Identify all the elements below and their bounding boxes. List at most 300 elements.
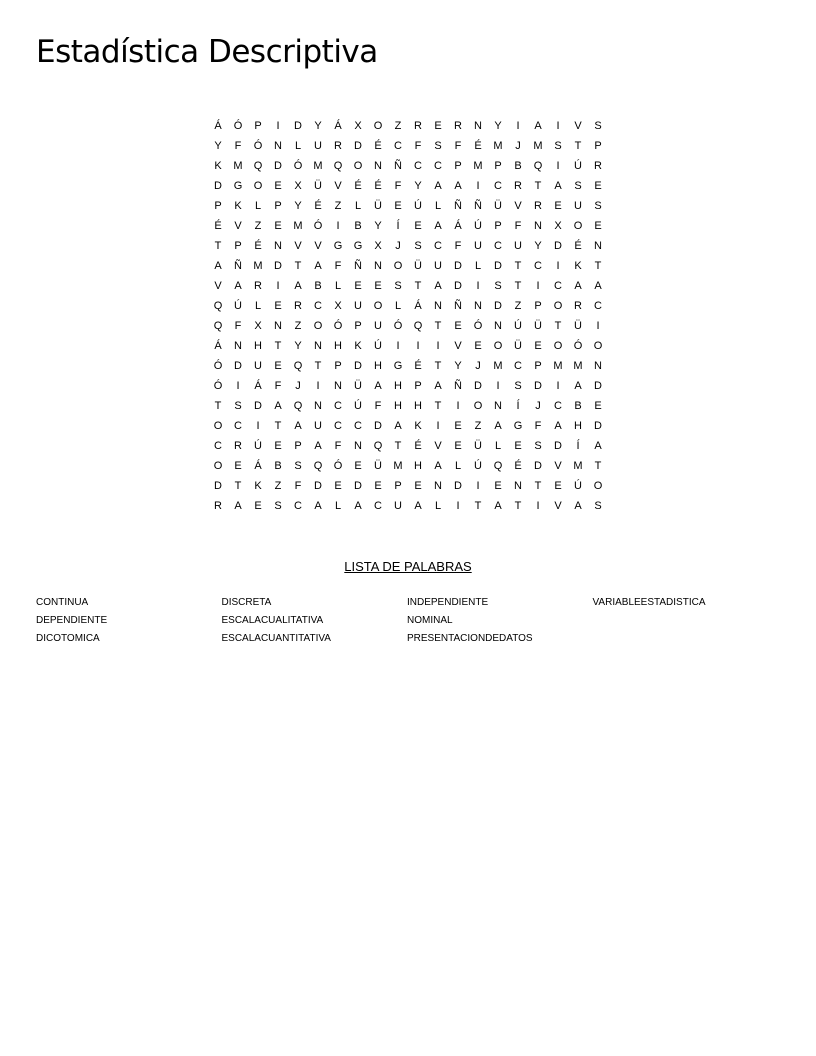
grid-cell: N bbox=[534, 220, 542, 232]
grid-cell: É bbox=[254, 240, 262, 252]
word-list-item: VARIABLEESTADISTICA bbox=[592, 597, 706, 608]
grid-cell: N bbox=[434, 300, 442, 312]
grid-cell: A bbox=[294, 280, 302, 292]
grid-cell: A bbox=[314, 260, 322, 272]
grid-cell: F bbox=[454, 240, 462, 252]
grid-cell: C bbox=[534, 260, 542, 272]
grid-cell: U bbox=[314, 420, 322, 432]
grid-cell: M bbox=[293, 220, 303, 232]
grid-cell: E bbox=[354, 280, 362, 292]
grid-cell: Ñ bbox=[454, 380, 462, 392]
grid-cell: G bbox=[513, 420, 523, 432]
grid-cell: T bbox=[274, 340, 282, 352]
grid-cell: Ó bbox=[573, 340, 583, 352]
grid-cell: Y bbox=[214, 140, 222, 152]
grid-cell: D bbox=[254, 400, 262, 412]
grid-cell: E bbox=[594, 400, 602, 412]
grid-cell: C bbox=[514, 360, 522, 372]
grid-cell: X bbox=[334, 300, 342, 312]
grid-cell: I bbox=[596, 320, 600, 332]
grid-cell: M bbox=[473, 160, 483, 172]
grid-cell: C bbox=[294, 500, 302, 512]
grid-cell: Z bbox=[334, 200, 342, 212]
grid-cell: D bbox=[234, 360, 242, 372]
grid-cell: O bbox=[553, 340, 563, 352]
grid-cell: M bbox=[553, 360, 563, 372]
grid-cell: V bbox=[334, 180, 342, 192]
grid-cell: Á bbox=[254, 460, 262, 472]
grid-cell: A bbox=[234, 500, 242, 512]
grid-cell: X bbox=[554, 220, 562, 232]
grid-cell: V bbox=[314, 240, 322, 252]
grid-cell: G bbox=[393, 360, 403, 372]
grid-cell: A bbox=[594, 440, 602, 452]
grid-cell: U bbox=[354, 300, 362, 312]
grid-cell: E bbox=[554, 200, 562, 212]
grid-cell: Z bbox=[514, 300, 522, 312]
grid-cell: Z bbox=[254, 220, 262, 232]
grid-cell: E bbox=[274, 300, 282, 312]
grid-cell: N bbox=[434, 480, 442, 492]
grid-cell: C bbox=[494, 180, 502, 192]
grid-cell: A bbox=[594, 280, 602, 292]
grid-cell: K bbox=[354, 340, 362, 352]
grid-cell: B bbox=[274, 460, 282, 472]
grid-cell: Ó bbox=[313, 220, 323, 232]
grid-cell: T bbox=[214, 400, 222, 412]
grid-cell: T bbox=[514, 280, 522, 292]
grid-cell: D bbox=[354, 480, 362, 492]
grid-cell: Q bbox=[533, 160, 543, 172]
grid-cell: I bbox=[496, 380, 500, 392]
grid-cell: Ü bbox=[574, 320, 582, 332]
grid-cell: H bbox=[374, 360, 382, 372]
grid-cell: A bbox=[574, 380, 582, 392]
grid-cell: Y bbox=[454, 360, 462, 372]
grid-cell: T bbox=[314, 360, 322, 372]
grid-cell: M bbox=[573, 460, 583, 472]
grid-cell: Á bbox=[214, 340, 222, 352]
grid-cell: P bbox=[534, 360, 542, 372]
grid-cell: H bbox=[394, 400, 402, 412]
grid-cell: A bbox=[234, 280, 242, 292]
grid-row bbox=[208, 216, 608, 236]
grid-row bbox=[208, 436, 608, 456]
grid-cell: Ó bbox=[473, 320, 483, 332]
grid-cell: Ú bbox=[574, 480, 582, 492]
grid-cell: É bbox=[514, 460, 522, 472]
grid-cell: Z bbox=[474, 420, 482, 432]
grid-cell: F bbox=[374, 400, 382, 412]
grid-cell: C bbox=[494, 240, 502, 252]
grid-cell: U bbox=[314, 140, 322, 152]
grid-cell: A bbox=[534, 120, 542, 132]
grid-cell: C bbox=[434, 160, 442, 172]
grid-cell: E bbox=[454, 440, 462, 452]
grid-cell: S bbox=[494, 280, 502, 292]
grid-cell: U bbox=[474, 240, 482, 252]
grid-cell: F bbox=[454, 140, 462, 152]
grid-row bbox=[208, 416, 608, 436]
grid-cell: Ó bbox=[333, 320, 343, 332]
grid-cell: E bbox=[394, 200, 402, 212]
grid-cell: Ü bbox=[414, 260, 422, 272]
grid-cell: Í bbox=[396, 220, 400, 232]
grid-cell: I bbox=[316, 380, 320, 392]
grid-cell: Ú bbox=[254, 440, 262, 452]
grid-cell: O bbox=[593, 480, 603, 492]
grid-cell: M bbox=[313, 160, 323, 172]
word-list-title: LISTA DE PALABRAS bbox=[344, 559, 472, 574]
grid-cell: A bbox=[434, 380, 442, 392]
grid-cell: É bbox=[374, 140, 382, 152]
grid-cell: D bbox=[454, 280, 462, 292]
grid-cell: Ü bbox=[314, 180, 322, 192]
grid-cell: Q bbox=[333, 160, 343, 172]
grid-cell: Ó bbox=[213, 380, 223, 392]
grid-cell: M bbox=[233, 160, 243, 172]
grid-cell: C bbox=[554, 400, 562, 412]
grid-cell: V bbox=[574, 120, 582, 132]
grid-cell: Á bbox=[254, 380, 262, 392]
grid-cell: Q bbox=[493, 460, 503, 472]
grid-cell: L bbox=[434, 200, 442, 212]
grid-cell: Q bbox=[213, 300, 223, 312]
grid-cell: R bbox=[574, 300, 582, 312]
grid-row bbox=[208, 116, 608, 136]
grid-cell: Q bbox=[213, 320, 223, 332]
grid-cell: F bbox=[334, 440, 342, 452]
grid-cell: A bbox=[494, 420, 502, 432]
grid-cell: R bbox=[334, 140, 342, 152]
grid-cell: Ó bbox=[253, 140, 263, 152]
word-list-item: DISCRETA bbox=[221, 597, 272, 608]
grid-cell: S bbox=[234, 400, 242, 412]
grid-cell: F bbox=[334, 260, 342, 272]
grid-cell: É bbox=[574, 240, 582, 252]
grid-cell: T bbox=[534, 180, 542, 192]
grid-cell: Ú bbox=[234, 300, 242, 312]
grid-cell: D bbox=[534, 380, 542, 392]
grid-cell: C bbox=[374, 500, 382, 512]
grid-cell: M bbox=[533, 140, 543, 152]
grid-cell: T bbox=[274, 420, 282, 432]
grid-row bbox=[208, 136, 608, 156]
grid-cell: C bbox=[394, 140, 402, 152]
grid-cell: I bbox=[516, 120, 520, 132]
grid-row bbox=[208, 236, 608, 256]
grid-cell: D bbox=[454, 260, 462, 272]
grid-cell: É bbox=[214, 220, 222, 232]
grid-cell: I bbox=[536, 280, 540, 292]
grid-cell: Y bbox=[494, 120, 502, 132]
grid-cell: C bbox=[354, 420, 362, 432]
grid-cell: I bbox=[536, 500, 540, 512]
grid-cell: H bbox=[254, 340, 262, 352]
grid-cell: R bbox=[514, 180, 522, 192]
grid-row bbox=[208, 376, 608, 396]
grid-row bbox=[208, 296, 608, 316]
grid-row bbox=[208, 176, 608, 196]
grid-cell: S bbox=[594, 200, 602, 212]
grid-cell: Ñ bbox=[394, 160, 402, 172]
grid-cell: B bbox=[314, 280, 322, 292]
grid-cell: I bbox=[396, 340, 400, 352]
grid-cell: N bbox=[274, 320, 282, 332]
grid-cell: L bbox=[354, 200, 362, 212]
grid-cell: É bbox=[314, 200, 322, 212]
grid-cell: Á bbox=[414, 300, 422, 312]
grid-cell: P bbox=[354, 320, 362, 332]
grid-cell: D bbox=[214, 180, 222, 192]
grid-cell: A bbox=[454, 180, 462, 192]
grid-row bbox=[208, 276, 608, 296]
grid-cell: L bbox=[434, 500, 442, 512]
grid-cell: D bbox=[214, 480, 222, 492]
word-list bbox=[36, 594, 780, 648]
grid-cell: L bbox=[294, 140, 302, 152]
grid-cell: E bbox=[274, 360, 282, 372]
grid-cell: Q bbox=[373, 440, 383, 452]
grid-cell: J bbox=[535, 400, 541, 412]
grid-cell: Ü bbox=[534, 320, 542, 332]
grid-cell: E bbox=[334, 480, 342, 492]
grid-cell: O bbox=[213, 420, 223, 432]
grid-cell: F bbox=[514, 220, 522, 232]
grid-cell: Ó bbox=[213, 360, 223, 372]
grid-row bbox=[208, 496, 608, 516]
grid-cell: U bbox=[374, 320, 382, 332]
grid-cell: P bbox=[274, 200, 282, 212]
grid-cell: F bbox=[234, 140, 242, 152]
grid-cell: Q bbox=[293, 400, 303, 412]
grid-cell: K bbox=[574, 260, 582, 272]
grid-cell: D bbox=[454, 480, 462, 492]
grid-cell: E bbox=[594, 180, 602, 192]
grid-cell: Y bbox=[314, 120, 322, 132]
grid-cell: F bbox=[394, 180, 402, 192]
grid-cell: X bbox=[354, 120, 362, 132]
grid-cell: Ü bbox=[474, 440, 482, 452]
grid-cell: E bbox=[434, 120, 442, 132]
grid-cell: O bbox=[213, 460, 223, 472]
grid-cell: N bbox=[494, 320, 502, 332]
grid-cell: A bbox=[434, 220, 442, 232]
grid-cell: T bbox=[574, 140, 582, 152]
grid-cell: O bbox=[313, 320, 323, 332]
grid-cell: R bbox=[454, 120, 462, 132]
grid-cell: Ú bbox=[414, 200, 422, 212]
grid-cell: E bbox=[534, 340, 542, 352]
grid-cell: E bbox=[454, 320, 462, 332]
grid-cell: E bbox=[274, 440, 282, 452]
grid-cell: L bbox=[254, 200, 262, 212]
grid-cell: S bbox=[394, 280, 402, 292]
grid-cell: N bbox=[334, 380, 342, 392]
grid-cell: C bbox=[414, 160, 422, 172]
grid-cell: Ú bbox=[574, 160, 582, 172]
grid-cell: J bbox=[395, 240, 401, 252]
word-list-item: NOMINAL bbox=[407, 615, 453, 626]
grid-cell: E bbox=[514, 440, 522, 452]
grid-cell: I bbox=[236, 380, 240, 392]
grid-cell: N bbox=[374, 160, 382, 172]
grid-cell: Í bbox=[516, 400, 520, 412]
grid-cell: Ñ bbox=[474, 200, 482, 212]
grid-cell: O bbox=[573, 220, 583, 232]
grid-cell: Ü bbox=[494, 200, 502, 212]
word-list-item: DICOTOMICA bbox=[36, 633, 100, 644]
grid-cell: C bbox=[554, 280, 562, 292]
grid-cell: E bbox=[454, 420, 462, 432]
grid-cell: O bbox=[553, 300, 563, 312]
grid-row bbox=[208, 336, 608, 356]
grid-row bbox=[208, 476, 608, 496]
grid-cell: M bbox=[573, 360, 583, 372]
grid-row bbox=[208, 356, 608, 376]
grid-cell: C bbox=[334, 400, 342, 412]
grid-cell: H bbox=[574, 420, 582, 432]
grid-cell: A bbox=[374, 380, 382, 392]
grid-cell: B bbox=[574, 400, 582, 412]
grid-cell: G bbox=[233, 180, 243, 192]
grid-cell: F bbox=[234, 320, 242, 332]
grid-cell: V bbox=[454, 340, 462, 352]
grid-cell: Z bbox=[394, 120, 402, 132]
grid-cell: E bbox=[274, 220, 282, 232]
grid-cell: X bbox=[254, 320, 262, 332]
grid-cell: T bbox=[234, 480, 242, 492]
grid-cell: R bbox=[414, 120, 422, 132]
grid-cell: N bbox=[594, 240, 602, 252]
grid-cell: Ñ bbox=[234, 260, 242, 272]
grid-cell: O bbox=[373, 120, 383, 132]
grid-cell: L bbox=[254, 300, 262, 312]
grid-cell: E bbox=[374, 280, 382, 292]
grid-cell: Ñ bbox=[354, 260, 362, 272]
grid-cell: D bbox=[594, 420, 602, 432]
word-search-grid bbox=[208, 116, 608, 516]
grid-cell: V bbox=[234, 220, 242, 232]
grid-cell: A bbox=[214, 260, 222, 272]
grid-cell: Z bbox=[274, 480, 282, 492]
grid-cell: S bbox=[574, 180, 582, 192]
grid-cell: I bbox=[276, 280, 280, 292]
grid-cell: U bbox=[434, 260, 442, 272]
grid-cell: Ú bbox=[354, 400, 362, 412]
grid-cell: Q bbox=[293, 360, 303, 372]
grid-cell: T bbox=[434, 360, 442, 372]
grid-row bbox=[208, 396, 608, 416]
grid-cell: I bbox=[476, 180, 480, 192]
grid-cell: I bbox=[436, 340, 440, 352]
grid-cell: T bbox=[434, 400, 442, 412]
grid-cell: O bbox=[353, 160, 363, 172]
grid-cell: É bbox=[414, 440, 422, 452]
grid-cell: N bbox=[514, 480, 522, 492]
word-list-item: PRESENTACIONDEDATOS bbox=[407, 633, 533, 644]
grid-cell: É bbox=[474, 140, 482, 152]
grid-cell: A bbox=[434, 460, 442, 472]
grid-cell: Í bbox=[576, 440, 580, 452]
word-list-item: CONTINUA bbox=[36, 597, 89, 608]
word-list-item: ESCALACUANTITATIVA bbox=[221, 633, 331, 644]
grid-cell: Ó bbox=[293, 160, 303, 172]
grid-cell: É bbox=[354, 180, 362, 192]
grid-cell: Á bbox=[454, 220, 462, 232]
grid-cell: N bbox=[474, 120, 482, 132]
grid-cell: V bbox=[554, 500, 562, 512]
grid-cell: E bbox=[374, 480, 382, 492]
grid-cell: I bbox=[556, 380, 560, 392]
grid-cell: Ü bbox=[514, 340, 522, 352]
grid-cell: N bbox=[234, 340, 242, 352]
grid-cell: Y bbox=[534, 240, 542, 252]
grid-cell: N bbox=[274, 240, 282, 252]
grid-cell: C bbox=[314, 300, 322, 312]
grid-cell: V bbox=[214, 280, 222, 292]
grid-cell: B bbox=[514, 160, 522, 172]
grid-cell: Ú bbox=[514, 320, 522, 332]
grid-cell: A bbox=[494, 500, 502, 512]
grid-cell: A bbox=[554, 420, 562, 432]
grid-cell: Á bbox=[214, 120, 222, 132]
grid-cell: O bbox=[373, 300, 383, 312]
grid-cell: S bbox=[434, 140, 442, 152]
grid-cell: D bbox=[314, 480, 322, 492]
grid-cell: I bbox=[556, 160, 560, 172]
grid-cell: Ú bbox=[374, 340, 382, 352]
grid-cell: V bbox=[434, 440, 442, 452]
grid-cell: N bbox=[474, 300, 482, 312]
grid-cell: É bbox=[374, 180, 382, 192]
grid-cell: L bbox=[334, 280, 342, 292]
grid-cell: P bbox=[594, 140, 602, 152]
grid-cell: Z bbox=[294, 320, 302, 332]
grid-cell: D bbox=[274, 160, 282, 172]
grid-cell: C bbox=[214, 440, 222, 452]
grid-cell: I bbox=[556, 120, 560, 132]
grid-cell: P bbox=[534, 300, 542, 312]
grid-cell: D bbox=[474, 380, 482, 392]
grid-cell: A bbox=[574, 500, 582, 512]
grid-cell: N bbox=[354, 440, 362, 452]
grid-cell: Ó bbox=[333, 460, 343, 472]
grid-cell: F bbox=[414, 140, 422, 152]
grid-cell: S bbox=[534, 440, 542, 452]
grid-cell: R bbox=[214, 500, 222, 512]
grid-cell: P bbox=[494, 160, 502, 172]
grid-row bbox=[208, 196, 608, 216]
grid-row bbox=[208, 156, 608, 176]
grid-cell: H bbox=[414, 400, 422, 412]
grid-cell: X bbox=[374, 240, 382, 252]
grid-cell: N bbox=[274, 140, 282, 152]
grid-row bbox=[208, 256, 608, 276]
grid-cell: C bbox=[434, 240, 442, 252]
grid-cell: D bbox=[554, 240, 562, 252]
grid-cell: F bbox=[534, 420, 542, 432]
grid-cell: M bbox=[253, 260, 263, 272]
grid-cell: T bbox=[594, 460, 602, 472]
grid-cell: V bbox=[554, 460, 562, 472]
grid-cell: Ú bbox=[474, 220, 482, 232]
grid-cell: E bbox=[274, 180, 282, 192]
grid-cell: S bbox=[594, 120, 602, 132]
grid-cell: K bbox=[254, 480, 262, 492]
grid-cell: A bbox=[314, 500, 322, 512]
grid-cell: J bbox=[475, 360, 481, 372]
